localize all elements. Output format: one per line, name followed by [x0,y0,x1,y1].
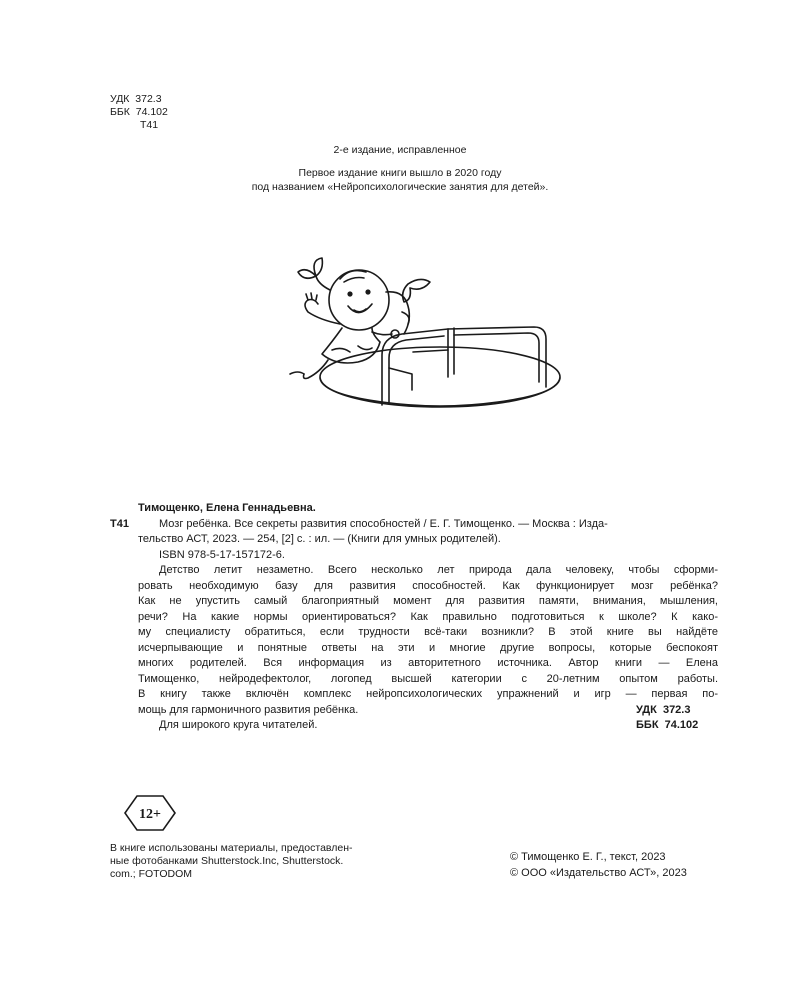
carousel-rail-right-inner [454,333,539,382]
credits-line-3: com.; FOTODOM [110,868,193,880]
audience-line: Для широкого круга читателей. [159,719,318,731]
author-name: Тимощенко, Елена Геннадьевна. [138,502,316,514]
credits-line-1: В книге использованы материалы, предоставлен- [110,842,353,854]
annotation-line: Детство летит незаметно. Всего несколько лет природа дала человеку, чтобы сформи- [159,564,718,576]
girl-head [329,270,389,330]
age-rating-badge [121,793,179,833]
image-credits [110,842,353,881]
annotation-line: ровать необходимую базу для развития способностей. Как функционирует мозг ребёнка? [138,579,718,592]
udk-code: УДК 372.3 [110,93,162,105]
annotation-line: му специалисту обратиться, если трудности всё-таки возникли? В этой книге вы найдёте [138,626,718,638]
girl-hair-fringe-2 [344,278,364,283]
girl-eye-left [348,292,352,296]
girl-hand-fingers [306,293,317,300]
annotation-line: В книгу также включён комплекс нейропсихологических упражнений и игр — первая по- [138,688,718,700]
annotation-line: речи? На какие нормы ориентироваться? Как правильно подготовиться к школе? К како- [138,610,718,623]
girl-on-carousel-illustration [262,242,574,420]
copyright-line-1: © Тимощенко Е. Г., текст, 2023 [510,851,666,863]
carousel-rail-front [382,329,448,405]
annotation [138,563,718,734]
copyright-line-2: © ООО «Издательство АСТ», 2023 [510,866,687,879]
girl-arm-holding [372,332,392,335]
girl-pigtail-left [316,276,330,290]
first-edition-line-1: Первое издание книги вышло в 2020 году [298,167,502,179]
girl-eye-right [366,290,370,294]
copyright [510,850,687,881]
pigtail-braid-mark [402,312,409,324]
carousel-rail-side [389,368,412,390]
carousel-crossbar [413,350,448,352]
isbn: ISBN 978-5-17-157172-6. [159,549,285,561]
bibliographic-mark: Т41 [110,518,129,530]
hair-bow-left [298,258,322,278]
annotation-line: Тимощенко, нейродефектолог, логопед высшей категории с 20-летним опытом работы. [138,672,718,685]
girl-dress [322,328,380,363]
girl-dress-folds [332,346,372,352]
girl-foot [290,372,304,374]
top-codes [110,93,168,132]
annotation-line: мощь для гармоничного развития ребёнка. [138,703,359,716]
carousel-rail-front-inner [389,336,444,402]
bibliographic-line-2: тельство АСТ, 2023. — 254, [2] с. : ил. — (Книги для умных родителей). [138,533,501,545]
bbk-code: ББК 74.102 [110,106,168,118]
bottom-udk: УДК 372.3 [636,704,691,716]
annotation-line: Как не упустить самый благоприятный момент для развития памяти, внимания, мышления, [138,595,718,607]
credits-line-2: ные фотобанками Shutterstock.Inc, Shutterstock. [110,855,344,867]
annotation-line: исчерпывающие и понятные ответы на эти и многие другие вопросы, которые беспокоят [138,641,718,654]
bottom-bbk: ББК 74.102 [636,719,699,731]
first-edition-line-2: под названием «Нейропсихологические занятия для детей». [251,181,549,193]
girl-arm-raised [305,300,340,325]
author-mark: Т41 [140,119,159,131]
hair-bow-right [403,279,430,302]
annotation-line: многих родителей. Вся информация из авторитетного источника. Автор книги — Елена [138,657,718,669]
carousel-platform-edge [320,378,560,406]
age-rating-text: 12+ [139,807,161,822]
edition-line: 2-е издание, исправленное [333,144,467,156]
bibliographic-line-1: Мозг ребёнка. Все секреты развития способностей / Е. Г. Тимощенко. — Москва : Изда- [159,518,608,530]
